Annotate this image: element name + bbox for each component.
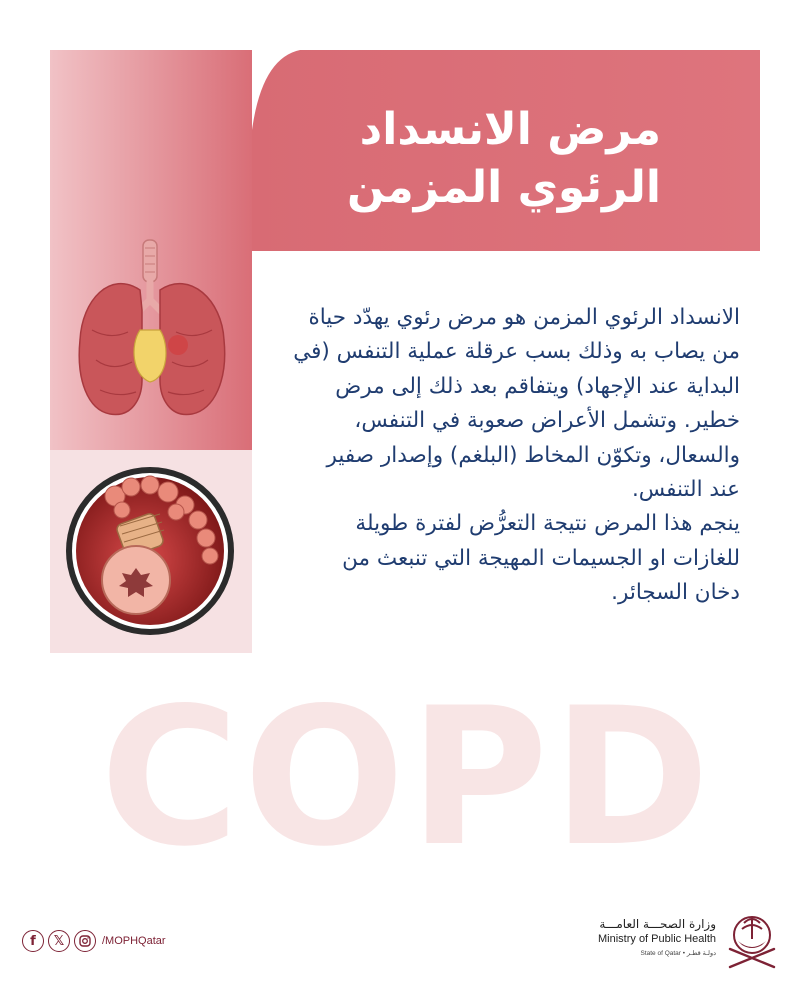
social-links: [22, 929, 166, 953]
body-paragraph-1: الانسداد الرئوي المزمن هو مرض رئوي يهدّد حياة من يصاب به وذلك بسب عرقلة عملية التنفس (في البداية عند الإجهاد) ويتفاقم بعد ذلك إلى مرض خطير. وتشمل الأعراض صعوبة في التنفس، والسعال، وتكوّن المخاط (البلغم) وإصدار صفير عند التنفس.: [293, 305, 740, 503]
airway-circle-illustration: [66, 467, 234, 635]
instagram-icon[interactable]: [74, 930, 96, 952]
title-line-2: الرئوي المزمن: [346, 162, 661, 213]
title-line-1: مرض الانسداد: [359, 104, 661, 155]
ministry-name-english: Ministry of Public Health: [598, 933, 716, 945]
x-icon[interactable]: 𝕏: [48, 930, 70, 952]
state-of-qatar-line: State of Qatar • دولـة قطـر: [640, 950, 716, 957]
body-paragraph-2: ينجم هذا المرض نتيجة التعرُّض لفترة طويلة للغازات او الجسيمات المهيجة التي تنبعث من دخان السجائر.: [342, 511, 740, 606]
copd-watermark: COPD: [100, 667, 714, 888]
body-text: [292, 301, 740, 611]
social-handle[interactable]: /MOPHQatar: [102, 935, 166, 947]
ministry-name-arabic: وزارة الصحـــة العامـــة: [599, 917, 716, 931]
qatar-emblem-icon: [722, 909, 782, 971]
facebook-icon[interactable]: f: [22, 930, 44, 952]
ministry-logo: [592, 917, 782, 967]
